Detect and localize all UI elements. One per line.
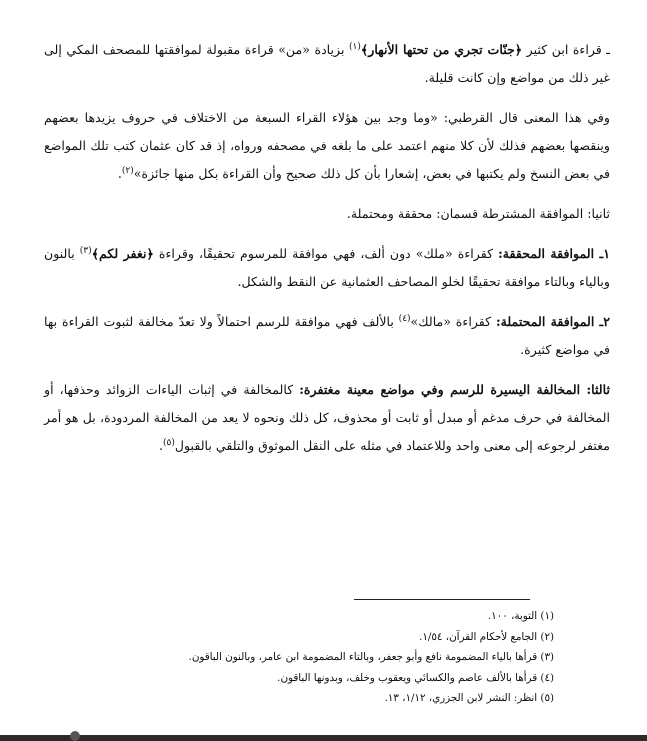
footnote-divider [354, 599, 530, 600]
qurtubi-quote: وفي هذا المعنى قال القرطبي: «وما وجد بين هؤلاء القراء السبعة من الاختلاف في حروف يزيدها بعضهم وينقصها بعضهم فذلك لأن كلا منهم اعتمد على ما بلغه في مصحفه ورواه، إذ قد كان عثمان كتب تلك المواضع في بعض النسخ ولم يكتبها في بعض، إشعارا بأن كل ذلك صحيح وأن القراءة بكل منها جائزة» [44, 110, 610, 181]
footnote-ref-3[interactable]: (٣) [79, 245, 92, 256]
paragraph-3 [44, 200, 610, 228]
section-two-intro: ثانيا: الموافقة المشترطة قسمان: محققة ومحتملة. [346, 206, 610, 221]
footnote-5: (٥) انظر: النشر لابن الجزري، ١/١٢، ١٣. [384, 692, 554, 705]
paragraph-2-end: . [117, 166, 122, 181]
paragraph-5-text-end: بالألف فهي موافقة للرسم احتمالاً ولا تعدّ مخالفة لثبوت القراءة بها في مواضع كثيرة. [44, 314, 610, 357]
paragraph-1-text-end: بزيادة «من» قراءة مقبولة لموافقتها للمصحف المكي إلى غير ذلك من مواضع وإن كانت قليلة. [44, 42, 610, 85]
footnote-ref-2[interactable]: (٢) [121, 165, 134, 176]
heading-probable-agreement: ٢ـ الموافقة المحتملة: [495, 314, 610, 329]
paragraph-1-text-start: ـ قراءة ابن كثير [522, 42, 610, 57]
document-body [44, 36, 610, 472]
paragraph-4-text-start: كقراءة «ملك» دون ألف، فهي موافقة للمرسوم تحقيقًا، وقراءة [153, 246, 499, 261]
footnote-1: (١) التوبة، ١٠٠. [487, 610, 554, 622]
footnote-3: (٣) قرأها بالياء المضمومة نافع وأبو جعفر، وبالتاء المضمومة ابن عامر، وبالنون الباقون. [188, 651, 554, 664]
paragraph-4 [44, 240, 610, 296]
viewer-control-icon[interactable] [70, 731, 80, 741]
footnote-ref-1[interactable]: (١) [348, 41, 361, 52]
paragraph-4-text-end: بالنون وبالياء وبالتاء موافقة تحقيقًا لخلو المصاحف العثمانية عن النقط والشكل. [44, 246, 610, 289]
heading-minor-deviation: ثالثا: المخالفة اليسيرة للرسم وفي مواضع معينة مغتفرة: [299, 382, 610, 397]
paragraph-6-text: كالمخالفة في إثبات الياءات الزوائد وحذفها، أو المخالفة في حرف مدغم أو مبدل أو ثابت أو محذوف، كل ذلك ونحوه لا يعد من المخالفة المردودة، بل هو أمر مغتفر لرجوعه إلى معنى واحد وللاعتماد في مثله على النقل الموثوق والتلقي بالقبول [44, 382, 610, 453]
quran-verse-2: ﴿نغفر لكم﴾ [91, 246, 154, 261]
footnote-4: (٤) قرأها بالألف عاصم والكسائي ويعقوب وخلف، وبدونها الباقون. [277, 671, 554, 684]
paragraph-2 [44, 104, 610, 188]
footnote-2: (٢) الجامع لأحكام القرآن، ١/٥٤. [419, 630, 554, 643]
footnote-ref-5[interactable]: (٥) [163, 437, 175, 448]
heading-verified-agreement: ١ـ الموافقة المحققة: [498, 246, 610, 261]
quran-verse-1: ﴿جنّات تجري من تحتها الأنهار﴾ [360, 42, 523, 57]
paragraph-5 [44, 308, 610, 364]
paragraph-6 [44, 376, 610, 460]
paragraph-6-end: . [159, 438, 164, 453]
footnotes [44, 606, 554, 709]
paragraph-1 [44, 36, 610, 92]
paragraph-5-text-start: كقراءة «مالك» [410, 314, 496, 329]
viewer-bottom-bar [0, 735, 647, 741]
footnote-ref-4[interactable]: (٤) [398, 313, 411, 324]
